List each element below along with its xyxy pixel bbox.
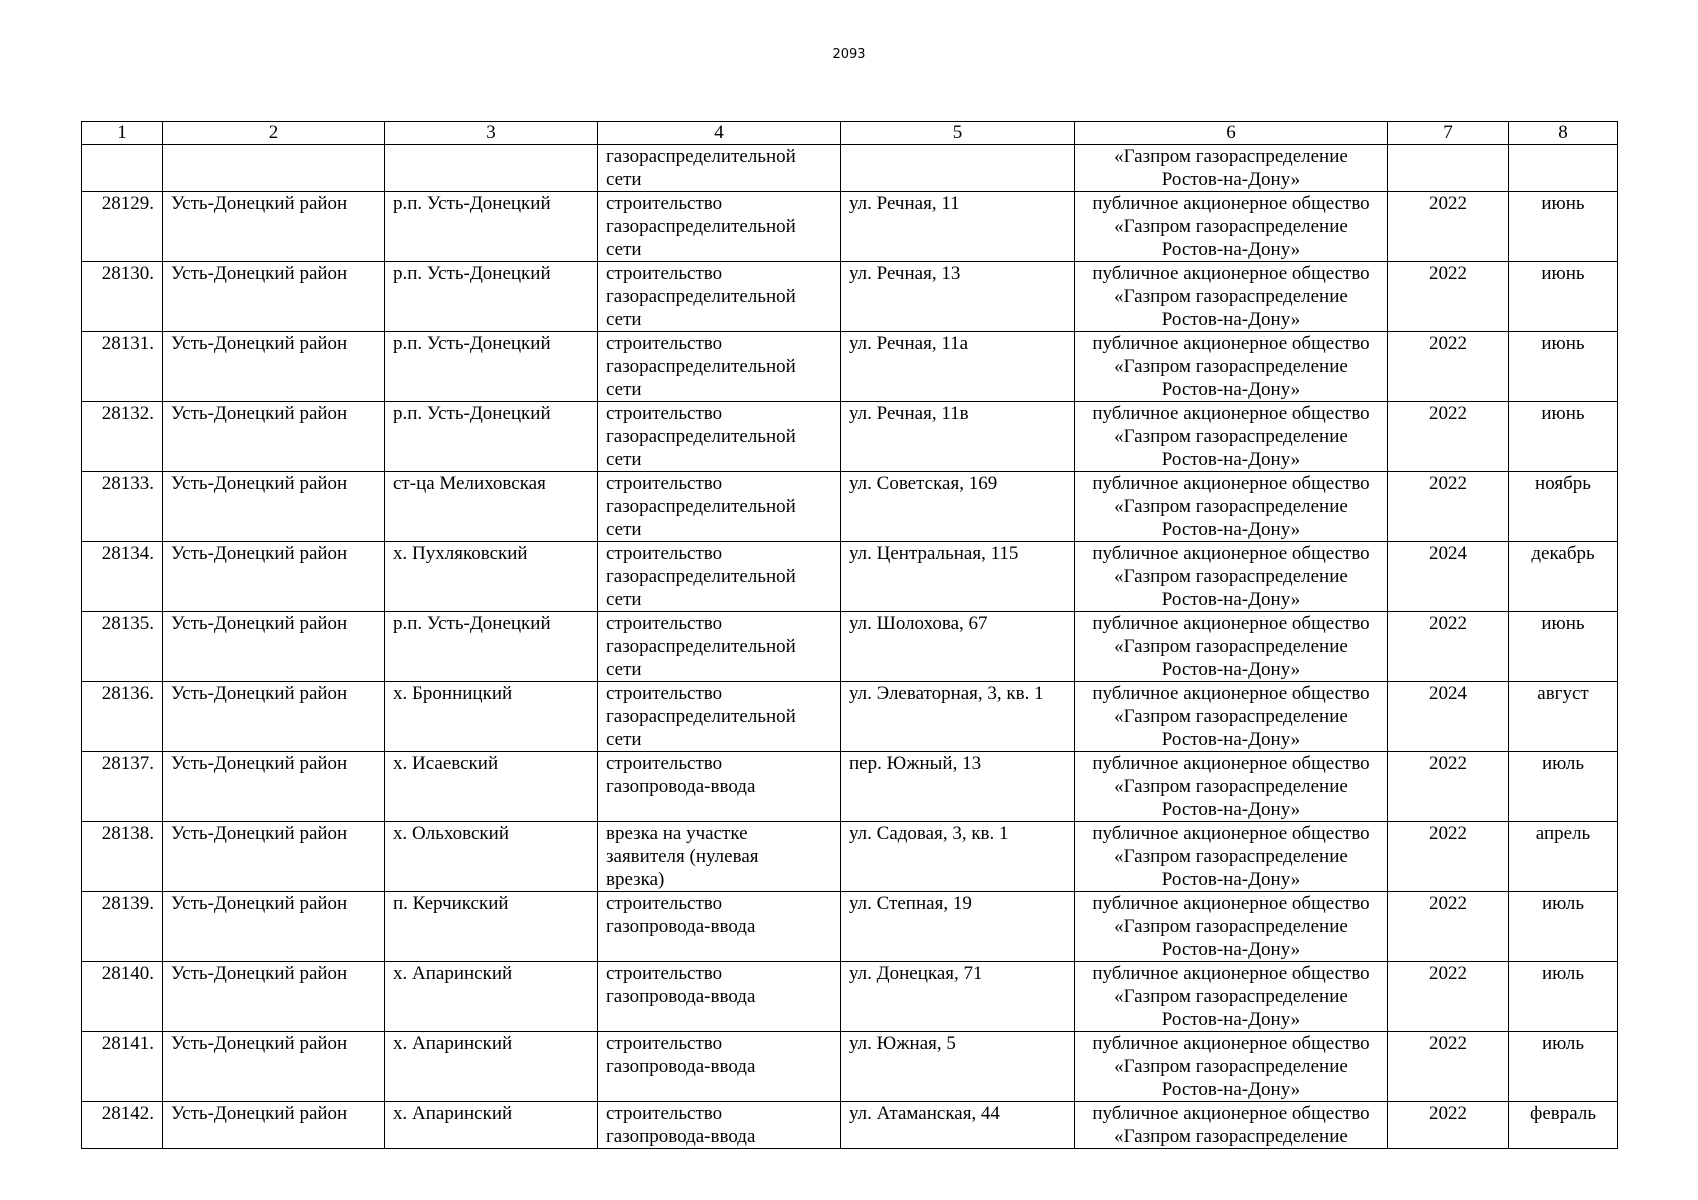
cell-organization bbox=[1075, 145, 1388, 192]
column-header-8: 8 bbox=[1509, 122, 1618, 145]
cell-district: Усть-Донецкий район bbox=[163, 892, 385, 962]
cell-num: 28137. bbox=[82, 752, 163, 822]
cell-work bbox=[598, 1102, 841, 1149]
cell-locality: р.п. Усть-Донецкий bbox=[385, 192, 598, 262]
cell-work bbox=[598, 612, 841, 682]
org-line: публичное акционерное общество bbox=[1092, 753, 1370, 774]
org-line: Ростов-на-Дону» bbox=[1161, 169, 1301, 190]
cell-address: ул. Речная, 11в bbox=[841, 402, 1075, 472]
cell-work bbox=[598, 472, 841, 542]
cell-district bbox=[163, 145, 385, 192]
org-line: «Газпром газораспределение bbox=[1114, 356, 1348, 377]
table-row bbox=[82, 542, 1618, 612]
work-line: заявителя (нулевая bbox=[606, 846, 759, 867]
cell-locality bbox=[385, 145, 598, 192]
cell-locality: п. Керчикский bbox=[385, 892, 598, 962]
cell-address: ул. Атаманская, 44 bbox=[841, 1102, 1075, 1149]
org-line: «Газпром газораспределение bbox=[1114, 776, 1348, 797]
cell-num: 28130. bbox=[82, 262, 163, 332]
work-line: строительство bbox=[606, 193, 723, 214]
column-header-3: 3 bbox=[385, 122, 598, 145]
cell-organization bbox=[1075, 192, 1388, 262]
work-line: газораспределительной bbox=[606, 216, 796, 237]
org-line: «Газпром газораспределение bbox=[1114, 566, 1348, 587]
table-row bbox=[82, 472, 1618, 542]
cell-organization bbox=[1075, 262, 1388, 332]
cell-locality: х. Апаринский bbox=[385, 1032, 598, 1102]
cell-year: 2022 bbox=[1388, 752, 1509, 822]
cell-month: декабрь bbox=[1509, 542, 1618, 612]
cell-address: ул. Элеваторная, 3, кв. 1 bbox=[841, 682, 1075, 752]
work-line: газораспределительной bbox=[606, 286, 796, 307]
cell-district: Усть-Донецкий район bbox=[163, 262, 385, 332]
cell-num: 28129. bbox=[82, 192, 163, 262]
cell-locality: х. Апаринский bbox=[385, 962, 598, 1032]
cell-num: 28138. bbox=[82, 822, 163, 892]
cell-locality: р.п. Усть-Донецкий bbox=[385, 402, 598, 472]
work-line: врезка на участке bbox=[606, 823, 748, 844]
table-row bbox=[82, 332, 1618, 402]
cell-work bbox=[598, 145, 841, 192]
cell-organization bbox=[1075, 752, 1388, 822]
work-line: врезка) bbox=[606, 869, 665, 890]
org-line: публичное акционерное общество bbox=[1092, 333, 1370, 354]
cell-num: 28134. bbox=[82, 542, 163, 612]
cell-address: ул. Речная, 11а bbox=[841, 332, 1075, 402]
cell-locality: р.п. Усть-Донецкий bbox=[385, 262, 598, 332]
cell-locality: ст-ца Мелиховская bbox=[385, 472, 598, 542]
cell-month: ноябрь bbox=[1509, 472, 1618, 542]
cell-district: Усть-Донецкий район bbox=[163, 332, 385, 402]
table-row bbox=[82, 402, 1618, 472]
cell-month: июль bbox=[1509, 962, 1618, 1032]
cell-year: 2024 bbox=[1388, 682, 1509, 752]
cell-locality: х. Пухляковский bbox=[385, 542, 598, 612]
cell-num: 28133. bbox=[82, 472, 163, 542]
org-line: Ростов-на-Дону» bbox=[1161, 519, 1301, 540]
cell-year bbox=[1388, 145, 1509, 192]
cell-month: июнь bbox=[1509, 192, 1618, 262]
work-line: газораспределительной bbox=[606, 636, 796, 657]
org-line: публичное акционерное общество bbox=[1092, 193, 1370, 214]
cell-work bbox=[598, 682, 841, 752]
table-row bbox=[82, 822, 1618, 892]
work-line: строительство bbox=[606, 893, 723, 914]
table-row bbox=[82, 1102, 1618, 1149]
work-line: строительство bbox=[606, 333, 723, 354]
org-line: Ростов-на-Дону» bbox=[1161, 799, 1301, 820]
cell-address: ул. Центральная, 115 bbox=[841, 542, 1075, 612]
column-header-1: 1 bbox=[82, 122, 163, 145]
cell-organization bbox=[1075, 682, 1388, 752]
cell-address: ул. Южная, 5 bbox=[841, 1032, 1075, 1102]
org-line: публичное акционерное общество bbox=[1092, 263, 1370, 284]
org-line: публичное акционерное общество bbox=[1092, 473, 1370, 494]
cell-address: ул. Донецкая, 71 bbox=[841, 962, 1075, 1032]
org-line: Ростов-на-Дону» bbox=[1161, 309, 1301, 330]
cell-year: 2022 bbox=[1388, 402, 1509, 472]
cell-year: 2022 bbox=[1388, 612, 1509, 682]
cell-address: ул. Советская, 169 bbox=[841, 472, 1075, 542]
cell-month: июнь bbox=[1509, 262, 1618, 332]
cell-work bbox=[598, 402, 841, 472]
cell-work bbox=[598, 822, 841, 892]
cell-address: ул. Садовая, 3, кв. 1 bbox=[841, 822, 1075, 892]
org-line: Ростов-на-Дону» bbox=[1161, 869, 1301, 890]
cell-num: 28139. bbox=[82, 892, 163, 962]
org-line: «Газпром газораспределение bbox=[1114, 706, 1348, 727]
org-line: Ростов-на-Дону» bbox=[1161, 729, 1301, 750]
cell-year: 2024 bbox=[1388, 542, 1509, 612]
cell-district: Усть-Донецкий район bbox=[163, 1032, 385, 1102]
cell-district: Усть-Донецкий район bbox=[163, 682, 385, 752]
org-line: «Газпром газораспределение bbox=[1114, 1056, 1348, 1077]
org-line: Ростов-на-Дону» bbox=[1161, 659, 1301, 680]
work-line: сети bbox=[606, 659, 642, 680]
org-line: «Газпром газораспределение bbox=[1114, 496, 1348, 517]
table-row bbox=[82, 892, 1618, 962]
column-header-6: 6 bbox=[1075, 122, 1388, 145]
cell-locality: р.п. Усть-Донецкий bbox=[385, 612, 598, 682]
cell-num: 28140. bbox=[82, 962, 163, 1032]
cell-year: 2022 bbox=[1388, 962, 1509, 1032]
cell-num: 28136. bbox=[82, 682, 163, 752]
cell-organization bbox=[1075, 962, 1388, 1032]
work-line: газопровода-ввода bbox=[606, 1126, 756, 1147]
table-row bbox=[82, 612, 1618, 682]
cell-work bbox=[598, 752, 841, 822]
cell-district: Усть-Донецкий район bbox=[163, 192, 385, 262]
cell-district: Усть-Донецкий район bbox=[163, 752, 385, 822]
column-header-7: 7 bbox=[1388, 122, 1509, 145]
cell-year: 2022 bbox=[1388, 892, 1509, 962]
table-row bbox=[82, 682, 1618, 752]
table-row bbox=[82, 1032, 1618, 1102]
org-line: «Газпром газораспределение bbox=[1114, 286, 1348, 307]
cell-num: 28132. bbox=[82, 402, 163, 472]
cell-work bbox=[598, 962, 841, 1032]
cell-locality: х. Исаевский bbox=[385, 752, 598, 822]
cell-work bbox=[598, 1032, 841, 1102]
work-line: строительство bbox=[606, 613, 723, 634]
org-line: публичное акционерное общество bbox=[1092, 823, 1370, 844]
cell-locality: х. Апаринский bbox=[385, 1102, 598, 1149]
work-line: строительство bbox=[606, 1033, 723, 1054]
work-line: сети bbox=[606, 589, 642, 610]
page-number: 2093 bbox=[832, 47, 866, 62]
cell-year: 2022 bbox=[1388, 1102, 1509, 1149]
cell-district: Усть-Донецкий район bbox=[163, 542, 385, 612]
table-row bbox=[82, 262, 1618, 332]
table-row bbox=[82, 752, 1618, 822]
cell-month: апрель bbox=[1509, 822, 1618, 892]
cell-address: ул. Речная, 13 bbox=[841, 262, 1075, 332]
work-line: сети bbox=[606, 729, 642, 750]
registry-table bbox=[81, 121, 1618, 1149]
work-line: сети bbox=[606, 169, 642, 190]
cell-month: июнь bbox=[1509, 332, 1618, 402]
table-row bbox=[82, 962, 1618, 1032]
cell-organization bbox=[1075, 402, 1388, 472]
org-line: «Газпром газораспределение bbox=[1114, 636, 1348, 657]
work-line: строительство bbox=[606, 403, 723, 424]
org-line: Ростов-на-Дону» bbox=[1161, 449, 1301, 470]
cell-address bbox=[841, 145, 1075, 192]
work-line: строительство bbox=[606, 473, 723, 494]
cell-month bbox=[1509, 145, 1618, 192]
work-line: строительство bbox=[606, 753, 723, 774]
org-line: «Газпром газораспределение bbox=[1114, 426, 1348, 447]
cell-month: август bbox=[1509, 682, 1618, 752]
work-line: газораспределительной bbox=[606, 146, 796, 167]
cell-address: ул. Речная, 11 bbox=[841, 192, 1075, 262]
work-line: газораспределительной bbox=[606, 496, 796, 517]
org-line: «Газпром газораспределение bbox=[1114, 916, 1348, 937]
org-line: Ростов-на-Дону» bbox=[1161, 939, 1301, 960]
cell-num: 28135. bbox=[82, 612, 163, 682]
work-line: газопровода-ввода bbox=[606, 916, 756, 937]
cell-month: февраль bbox=[1509, 1102, 1618, 1149]
cell-month: июль bbox=[1509, 752, 1618, 822]
cell-organization bbox=[1075, 1032, 1388, 1102]
cell-month: июнь bbox=[1509, 612, 1618, 682]
org-line: «Газпром газораспределение bbox=[1114, 846, 1348, 867]
continuation-row bbox=[82, 145, 1618, 192]
cell-district: Усть-Донецкий район bbox=[163, 472, 385, 542]
work-line: строительство bbox=[606, 1103, 723, 1124]
work-line: сети bbox=[606, 309, 642, 330]
cell-organization bbox=[1075, 332, 1388, 402]
work-line: газораспределительной bbox=[606, 706, 796, 727]
cell-organization bbox=[1075, 892, 1388, 962]
cell-month: июнь bbox=[1509, 402, 1618, 472]
org-line: «Газпром газораспределение bbox=[1114, 216, 1348, 237]
cell-organization bbox=[1075, 612, 1388, 682]
work-line: строительство bbox=[606, 263, 723, 284]
cell-address: пер. Южный, 13 bbox=[841, 752, 1075, 822]
cell-year: 2022 bbox=[1388, 1032, 1509, 1102]
cell-year: 2022 bbox=[1388, 192, 1509, 262]
cell-num: 28142. bbox=[82, 1102, 163, 1149]
cell-address: ул. Шолохова, 67 bbox=[841, 612, 1075, 682]
cell-locality: х. Ольховский bbox=[385, 822, 598, 892]
table-row bbox=[82, 192, 1618, 262]
work-line: газопровода-ввода bbox=[606, 986, 756, 1007]
cell-locality: р.п. Усть-Донецкий bbox=[385, 332, 598, 402]
work-line: газопровода-ввода bbox=[606, 776, 756, 797]
org-line: публичное акционерное общество bbox=[1092, 963, 1370, 984]
column-header-2: 2 bbox=[163, 122, 385, 145]
cell-organization bbox=[1075, 472, 1388, 542]
cell-organization bbox=[1075, 542, 1388, 612]
org-line: публичное акционерное общество bbox=[1092, 683, 1370, 704]
cell-num: 28131. bbox=[82, 332, 163, 402]
cell-year: 2022 bbox=[1388, 332, 1509, 402]
cell-district: Усть-Донецкий район bbox=[163, 402, 385, 472]
cell-district: Усть-Донецкий район bbox=[163, 1102, 385, 1149]
cell-num: 28141. bbox=[82, 1032, 163, 1102]
work-line: газораспределительной bbox=[606, 356, 796, 377]
work-line: строительство bbox=[606, 543, 723, 564]
work-line: строительство bbox=[606, 683, 723, 704]
work-line: сети bbox=[606, 449, 642, 470]
work-line: газораспределительной bbox=[606, 426, 796, 447]
cell-locality: х. Бронницкий bbox=[385, 682, 598, 752]
org-line: Ростов-на-Дону» bbox=[1161, 1009, 1301, 1030]
cell-work bbox=[598, 542, 841, 612]
org-line: «Газпром газораспределение bbox=[1114, 1126, 1348, 1147]
work-line: строительство bbox=[606, 963, 723, 984]
cell-year: 2022 bbox=[1388, 262, 1509, 332]
work-line: сети bbox=[606, 519, 642, 540]
cell-district: Усть-Донецкий район bbox=[163, 612, 385, 682]
work-line: сети bbox=[606, 379, 642, 400]
cell-month: июль bbox=[1509, 892, 1618, 962]
cell-year: 2022 bbox=[1388, 822, 1509, 892]
cell-work bbox=[598, 192, 841, 262]
column-header-4: 4 bbox=[598, 122, 841, 145]
org-line: публичное акционерное общество bbox=[1092, 893, 1370, 914]
org-line: публичное акционерное общество bbox=[1092, 543, 1370, 564]
cell-work bbox=[598, 332, 841, 402]
cell-district: Усть-Донецкий район bbox=[163, 962, 385, 1032]
cell-district: Усть-Донецкий район bbox=[163, 822, 385, 892]
org-line: Ростов-на-Дону» bbox=[1161, 239, 1301, 260]
cell-work bbox=[598, 262, 841, 332]
org-line: Ростов-на-Дону» bbox=[1161, 379, 1301, 400]
org-line: публичное акционерное общество bbox=[1092, 1033, 1370, 1054]
org-line: «Газпром газораспределение bbox=[1114, 146, 1348, 167]
cell-address: ул. Степная, 19 bbox=[841, 892, 1075, 962]
cell-month: июль bbox=[1509, 1032, 1618, 1102]
cell-organization bbox=[1075, 1102, 1388, 1149]
cell-work bbox=[598, 892, 841, 962]
table-body bbox=[82, 145, 1618, 1149]
cell-num bbox=[82, 145, 163, 192]
org-line: Ростов-на-Дону» bbox=[1161, 1079, 1301, 1100]
column-header-5: 5 bbox=[841, 122, 1075, 145]
org-line: публичное акционерное общество bbox=[1092, 403, 1370, 424]
cell-organization bbox=[1075, 822, 1388, 892]
org-line: публичное акционерное общество bbox=[1092, 1103, 1370, 1124]
cell-year: 2022 bbox=[1388, 472, 1509, 542]
work-line: газораспределительной bbox=[606, 566, 796, 587]
org-line: Ростов-на-Дону» bbox=[1161, 589, 1301, 610]
org-line: публичное акционерное общество bbox=[1092, 613, 1370, 634]
org-line: «Газпром газораспределение bbox=[1114, 986, 1348, 1007]
column-number-row bbox=[82, 122, 1618, 145]
work-line: сети bbox=[606, 239, 642, 260]
work-line: газопровода-ввода bbox=[606, 1056, 756, 1077]
